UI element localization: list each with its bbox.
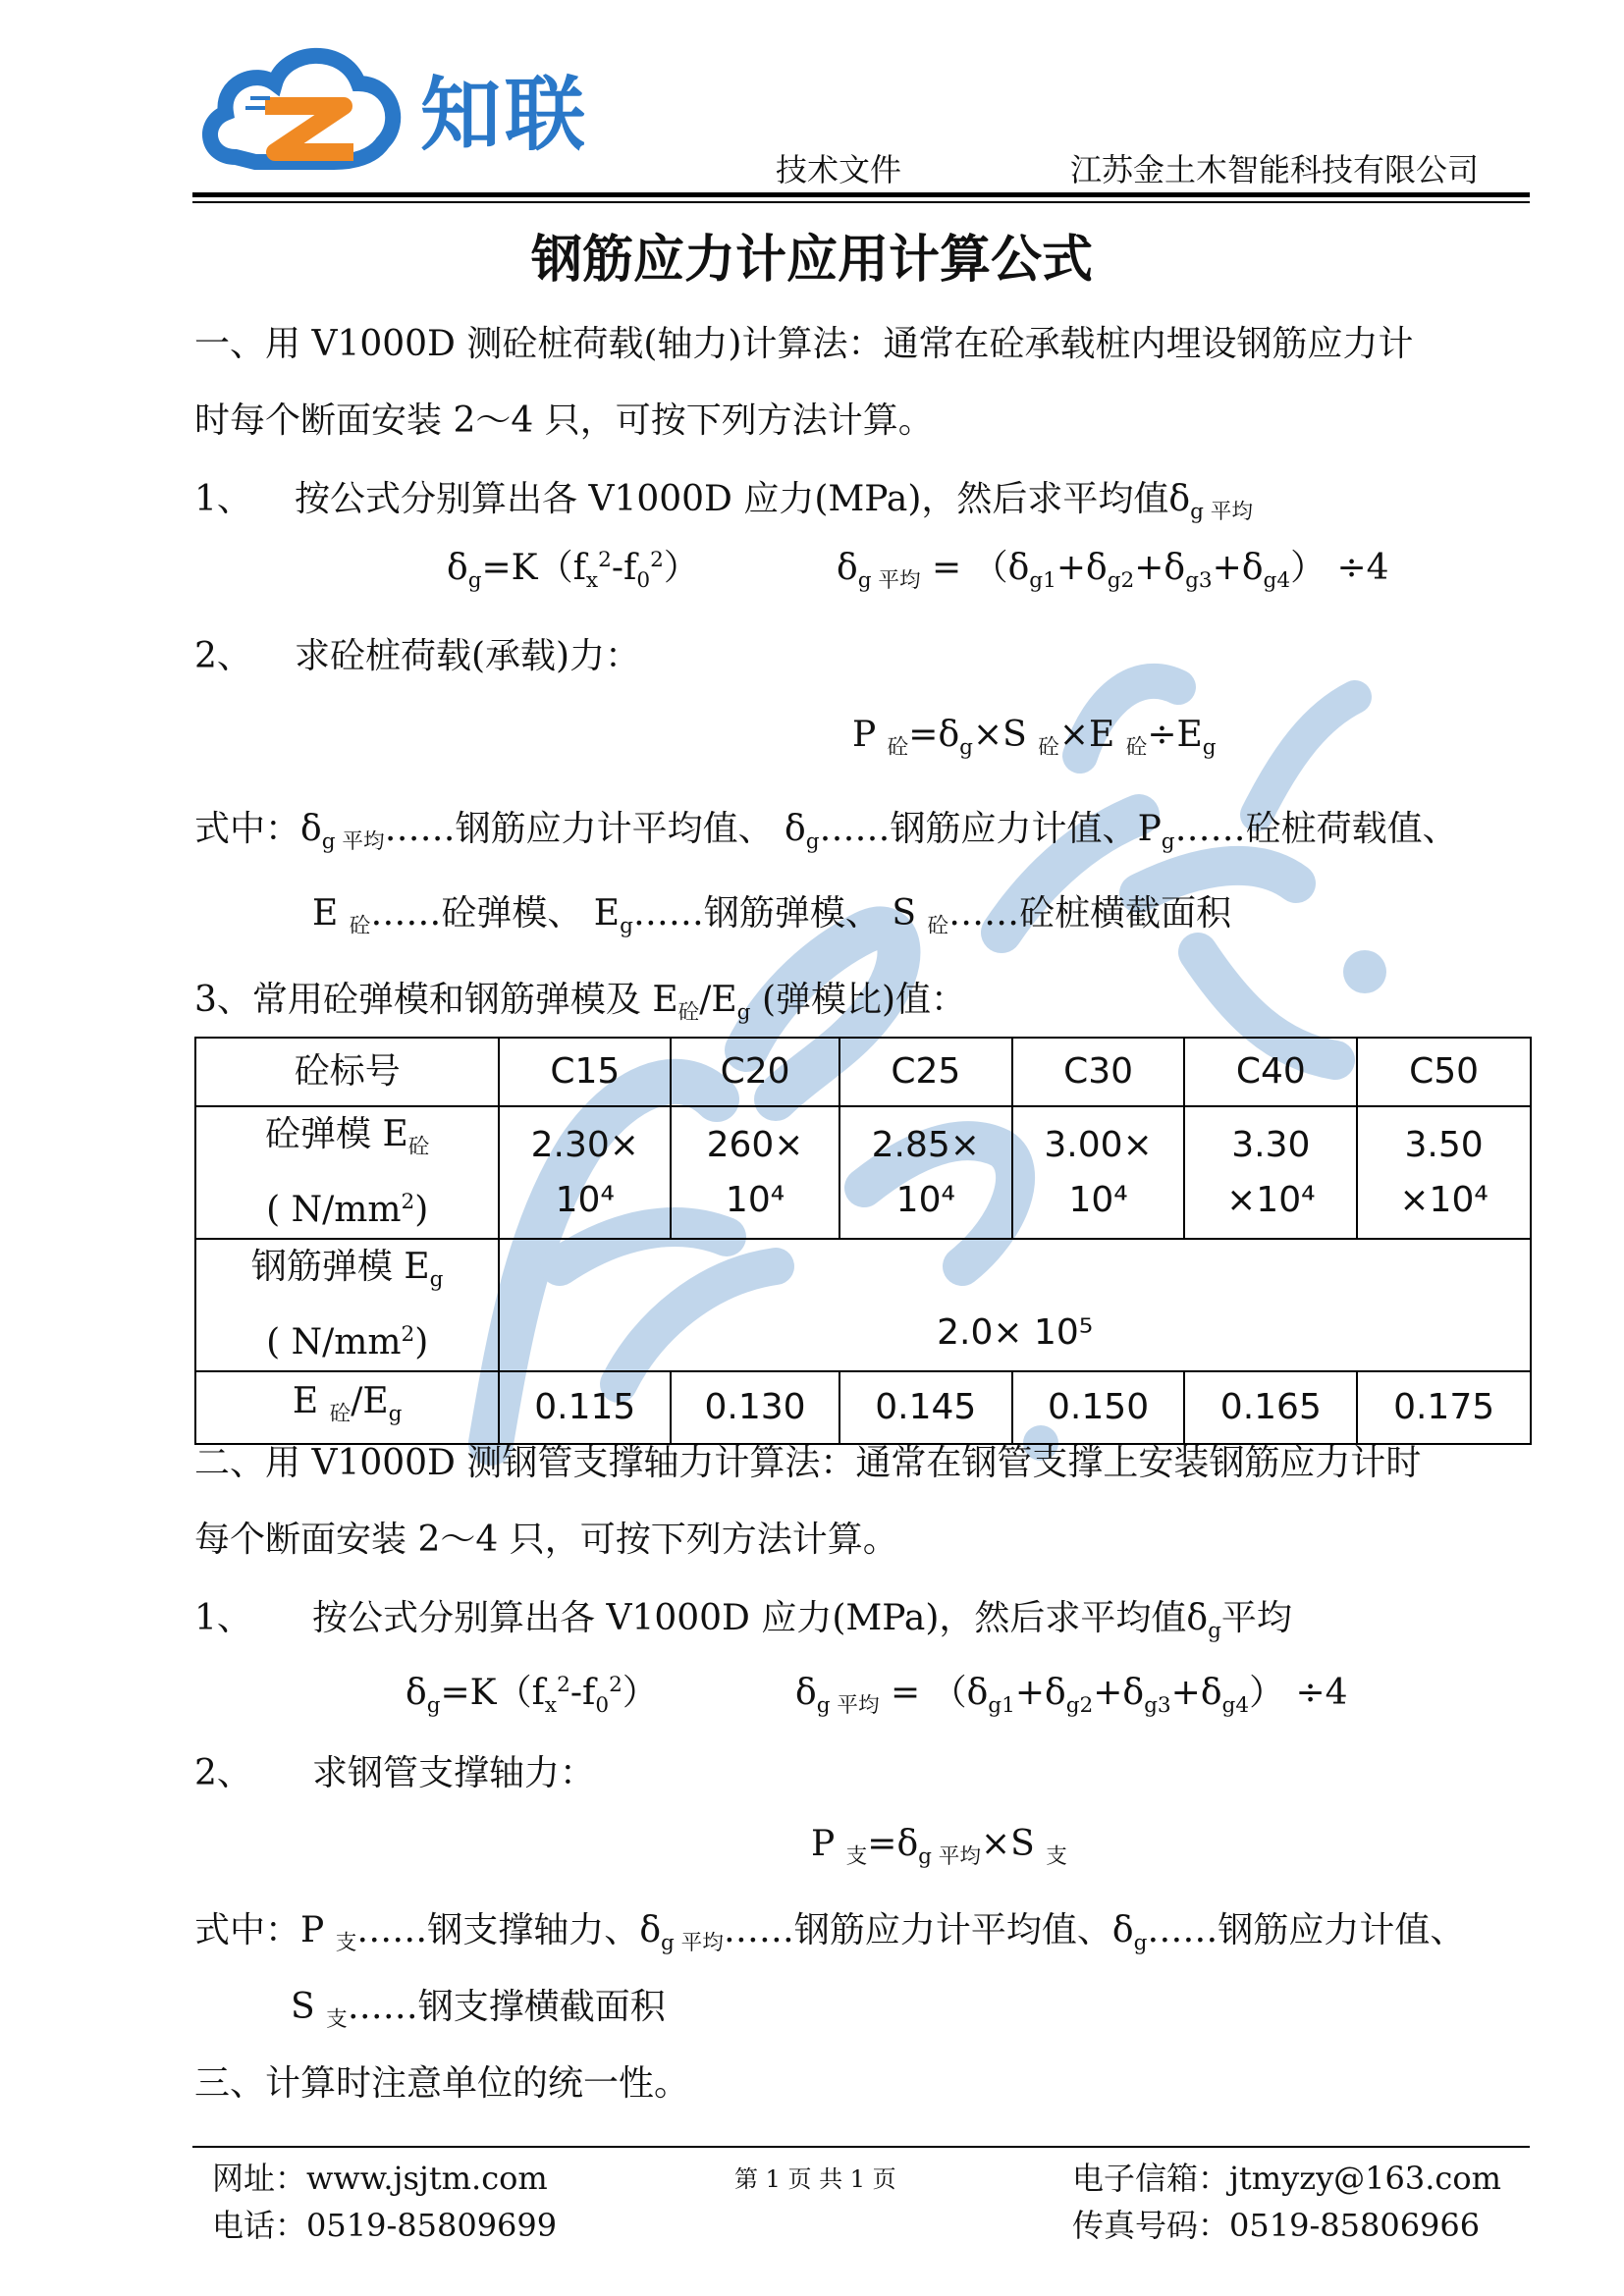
table-header-row bbox=[195, 1038, 1531, 1106]
s2-step1-text: 按公式分别算出各 V1000D 应力(MPa)，然后求平均值$\delta_g$平均 bbox=[312, 1598, 1292, 1644]
footer-page-number: 第 1 页 共 1 页 bbox=[734, 2165, 896, 2193]
grade-cell: C20 bbox=[671, 1038, 839, 1106]
ratio-value-cell: 0.150 bbox=[1012, 1371, 1185, 1444]
header-doc-type: 技术文件 bbox=[776, 151, 902, 188]
concrete-modulus-label: 砼弹模 $E_砼$ ( $N/mm^2$) bbox=[195, 1106, 499, 1239]
s1-formula-load: P $_砼=\delta_g\times S$ $_砼$×E $_砼\div E_g$ bbox=[852, 715, 1217, 761]
table-row-steel bbox=[195, 1239, 1531, 1371]
s2-step1-num: 1、 bbox=[194, 1598, 252, 1638]
header-rule-thick bbox=[192, 192, 1530, 197]
concrete-value-cell: 3.30 ×10⁴ bbox=[1184, 1106, 1357, 1239]
grade-cell: C50 bbox=[1357, 1038, 1531, 1106]
footer-phone: 电话：0519-85809699 bbox=[212, 2207, 558, 2244]
grade-cell: C25 bbox=[839, 1038, 1012, 1106]
ratio-value-cell: 0.115 bbox=[499, 1371, 671, 1444]
table-row-ratio bbox=[195, 1371, 1531, 1444]
s2-intro-line2: 每个断面安装 2～4 只，可按下列方法计算。 bbox=[194, 1520, 898, 1560]
concrete-value-cell: 260× 10⁴ bbox=[671, 1106, 839, 1239]
grade-cell: C40 bbox=[1184, 1038, 1357, 1106]
s2-step2-num: 2、 bbox=[194, 1753, 252, 1793]
footer-fax: 传真号码：0519-85806966 bbox=[1072, 2207, 1481, 2244]
logo-text: 知联 bbox=[420, 69, 590, 162]
steel-modulus-label: 钢筋弹模 $E_g$ ( $N/mm^2$) bbox=[195, 1239, 499, 1371]
footer-email: 电子信箱：jtmyzy@163.com bbox=[1072, 2160, 1501, 2197]
s1-legend-line2: E $_砼$……砼弹模、 $E_g\dots\dots$钢筋弹模、 S $_砼$……砼桩横截面积 bbox=[312, 893, 1232, 939]
page-title: 钢筋应力计应用计算公式 bbox=[530, 230, 1093, 290]
s1-step2-text: 求砼桩荷载(承载)力： bbox=[295, 636, 641, 676]
concrete-value-cell: 2.30× 10⁴ bbox=[499, 1106, 671, 1239]
concrete-value-cell: 2.85× 10⁴ bbox=[839, 1106, 1012, 1239]
s2-legend-line2: S $_支$……钢支撑横截面积 bbox=[291, 1987, 666, 2033]
s1-formula-stress: $\delta_g=K(f_x^2-f_0^2)$ bbox=[447, 548, 699, 594]
steel-modulus-value: 2.0× 10⁵ bbox=[499, 1239, 1531, 1371]
company-logo-icon bbox=[196, 29, 412, 196]
footer-website: 网址：www.jsjtm.com bbox=[212, 2160, 548, 2197]
s2-step2-text: 求钢管支撑轴力： bbox=[312, 1753, 596, 1793]
s1-step2-num: 2、 bbox=[194, 636, 252, 676]
s2-intro-line1: 二、用 V1000D 测钢管支撑轴力计算法：通常在钢管支撑上安装钢筋应力计时 bbox=[194, 1443, 1422, 1483]
s3-text: 三、计算时注意单位的统一性。 bbox=[194, 2063, 690, 2104]
header-company: 江苏金土木智能科技有限公司 bbox=[1070, 151, 1480, 188]
s2-legend-line1: 式中：P $_支$……钢支撑轴力、$\delta_{g 平均}\dots\dots$钢筋应力计平均值、$\delta_g\dots\dots$钢筋应力计值、 bbox=[194, 1910, 1466, 1956]
modulus-table bbox=[194, 1037, 1532, 1445]
header-rule-thin bbox=[192, 201, 1530, 203]
s2-formula-axial: P $_支=\delta_{g 平均}\times S$ $_支$ bbox=[811, 1824, 1067, 1870]
s1-step3-text: 3、常用砼弹模和钢筋弹模及 $E_砼/E_g$ (弹模比)值： bbox=[194, 980, 967, 1026]
s1-legend-line1: 式中：$\delta_{g 平均}\dots\dots$钢筋应力计平均值、 $\delta_g\dots\dots$钢筋应力计值、$P_g\dots\dots$砼桩荷载值、 bbox=[194, 809, 1458, 855]
concrete-value-cell: 3.50 ×10⁴ bbox=[1357, 1106, 1531, 1239]
s1-step1-text: 按公式分别算出各 V1000D 应力(MPa)，然后求平均值$\delta_{g 平均}$ bbox=[295, 479, 1253, 525]
s2-formula-average: $\delta_{g 平均} = (\delta_{g1}+\delta_{g2}+\delta_{g3}+\delta_{g4}) \div 4$ bbox=[795, 1673, 1348, 1719]
s2-formula-stress: $\delta_g=K(f_x^2-f_0^2)$ bbox=[406, 1673, 658, 1719]
ratio-value-cell: 0.145 bbox=[839, 1371, 1012, 1444]
s1-intro-line2: 时每个断面安装 2～4 只，可按下列方法计算。 bbox=[194, 400, 934, 441]
grade-cell: C15 bbox=[499, 1038, 671, 1106]
s1-step1-num: 1、 bbox=[194, 479, 252, 519]
ratio-value-cell: 0.165 bbox=[1184, 1371, 1357, 1444]
concrete-value-cell: 3.00× 10⁴ bbox=[1012, 1106, 1185, 1239]
table-header-label: 砼标号 bbox=[195, 1038, 499, 1106]
ratio-value-cell: 0.175 bbox=[1357, 1371, 1531, 1444]
ratio-label: E $_砼/E_g$ bbox=[195, 1371, 499, 1444]
grade-cell: C30 bbox=[1012, 1038, 1185, 1106]
s1-intro-line1: 一、用 V1000D 测砼桩荷载(轴力)计算法：通常在砼承载桩内埋设钢筋应力计 bbox=[194, 324, 1414, 364]
ratio-value-cell: 0.130 bbox=[671, 1371, 839, 1444]
s1-formula-average: $\delta_{g 平均} = (\delta_{g1}+\delta_{g2}+\delta_{g3}+\delta_{g4}) \div 4$ bbox=[837, 548, 1389, 594]
table-row-concrete bbox=[195, 1106, 1531, 1239]
footer-rule bbox=[192, 2146, 1530, 2148]
